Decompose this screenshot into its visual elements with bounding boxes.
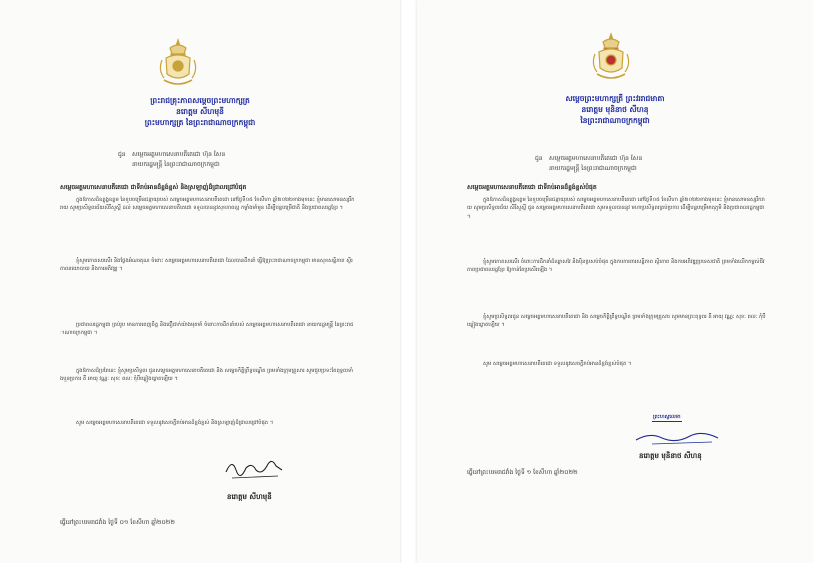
addressee-label: ជូន: [118, 151, 126, 158]
heading-line-2: នរោត្តម មុនិនាថ សីហនុ: [581, 105, 649, 114]
signature-seal-label: ព្រះហស្តលេខា: [653, 414, 681, 420]
royal-emblem-icon: [156, 38, 200, 88]
heading-line-2: នរោត្តម សីហមុនី: [176, 107, 224, 116]
letter-left: [0, 0, 400, 563]
date-line: ធ្វើនៅព្រះបរមរាជវាំង ថ្ងៃទី ០១ ខែសីហា ឆ្នាំ២០២២: [60, 519, 175, 526]
addressee-title: នាយករដ្ឋមន្ត្រី នៃព្រះរាជាណាចក្រកម្ពុជា: [549, 165, 637, 172]
body-paragraph-3: ប្រជាពលរដ្ឋកម្ពុជា គ្រប់រូប មានការពេញចិត្ត និងជឿជាក់យ៉ាងមុតមាំ ចំពោះការដឹកនាំរបស់ សម្តេចអគ្គមហាសេនាបតីតេជោ នាយករដ្ឋមន្ត្រី នៃព្រះរាជាណាចក្រកម្ពុជា ។: [60, 322, 354, 337]
addressee-block: [535, 154, 642, 174]
heading-line-1: ព្រះរាជគ្រុះភាពសម្តេចព្រះមហាក្សត្រ: [150, 96, 250, 105]
addressee-name: សម្តេចអគ្គមហាសេនាបតីតេជោ ហ៊ុន សែន: [132, 151, 226, 158]
body-paragraph-4: សូម សម្តេចអគ្គមហាសេនាបតីតេជោ ទទួលនូវសេចក្តីរាប់អានដ៏ខ្ពង់ខ្ពស់បំផុត ។: [483, 361, 632, 367]
body-paragraph-1: ក្នុងឱកាសដ៏ឧត្តុង្គឧត្តម នៃខួបចម្រើនជន្មាយុរបស់ សម្តេចអគ្គមហាសេនាបតីតេជោ នៅថ្ងៃទី០៥ ខែសីហា ឆ្នាំ២០២២ខាងមុខនេះ ខ្ញុំមានសោមនស្សរីករាយ សូមប្រសិទ្ធពរជ័យ សិរីសួស្តី ជូន សម្តេចអគ្គមហាសេនាបតីតេជោ សូមទទួលបាននូវ មហាប្រសិទ្ធពរគ្រប់ប្រការ ដើម្បីបន្តបម្រើមាតុភូមិ និងប្រជាពលរដ្ឋកម្ពុជា ។: [467, 197, 765, 220]
body-paragraph-2: ខ្ញុំសូមកោតសរសើរ ចំពោះការដឹកនាំដ៏ឈ្លាសវៃ និងប៉ិនប្រសប់បំផុត ក្នុងការការពារសន្តិភាព ស្ថិរភាព និងការអភិវឌ្ឍប្រទេសជាតិ ព្រមទាំងលើកកម្ពស់ជីវភាពប្រជាពលរដ្ឋខ្មែរ ឱ្យកាន់តែប្រសើរឡើង ។: [467, 259, 765, 274]
salutation: សម្តេចអគ្គមហាសេនាបតីតេជោ ជាទីរាប់អានដ៏ខ្ពង់ខ្ពស់បំផុត: [467, 184, 597, 191]
body-paragraph-2: ខ្ញុំសូមកោតសរសើរ និងថ្លែងអំណរគុណ ចំពោះ សម្តេចអគ្គមហាសេនាបតីតេជោ ដែលបានដឹកនាំ ធ្វើឱ្យព្រះរាជាណាចក្រកម្ពុជា មានសុខសន្តិភាព ស្ថិរភាពនយោបាយ និងការអភិវឌ្ឍ ។: [60, 258, 353, 273]
signature-icon: [222, 452, 286, 482]
letterhead: [60, 95, 340, 128]
letter-right: [417, 0, 813, 563]
royal-emblem-icon: [589, 32, 633, 82]
signature-icon: [632, 426, 722, 448]
heading-line-3: នៃព្រះរាជាណាចក្រកម្ពុជា: [580, 116, 650, 125]
addressee-title: នាយករដ្ឋមន្ត្រី នៃព្រះរាជាណាចក្រកម្ពុជា: [132, 161, 220, 168]
signer-name: នរោត្តម មុនិនាថ សីហនុ: [639, 452, 702, 460]
heading-line-1: សម្តេចព្រះមហាក្សត្រី ព្រះវររាជមាតា: [565, 94, 665, 103]
body-paragraph-5: សូម សម្តេចអគ្គមហាសេនាបតីតេជោ ទទួលនូវសេចក្តីរាប់អានដ៏ខ្ពង់ខ្ពស់ និងស្រឡាញ់ដ៏ជ្រាលជ្រៅបំផុត ។: [76, 420, 274, 426]
date-line: ធ្វើនៅព្រះបរមរាជវាំង ថ្ងៃទី ១ ខែសីហា ឆ្នាំ២០២២: [467, 469, 578, 476]
signer-name: នរោត្តម សីហមុនី: [227, 493, 272, 501]
heading-line-3: ព្រះមហាក្សត្រ នៃព្រះរាជាណាចក្រកម្ពុជា: [144, 118, 256, 127]
addressee-block: [118, 150, 225, 170]
salutation: សម្តេចអគ្គមហាសេនាបតីតេជោ ជាទីរាប់អានដ៏ខ្ពង់ខ្ពស់ និងស្រឡាញ់ដ៏ជ្រាលជ្រៅបំផុត: [60, 184, 247, 191]
body-paragraph-3: ខ្ញុំសូមប្រសិទ្ធពរជូន សម្តេចអគ្គមហាសេនាបតីតេជោ និង សម្តេចកិត្តិព្រឹទ្ធបណ្ឌិត ព្រមទាំងក្រុមគ្រួសារ សូមមានព្រះពុទ្ធពរ គឺ អាយុ វណ្ណៈ សុខៈ ពលៈ កុំបីឃ្លៀងឃ្លាតឡើយ ។: [467, 314, 766, 329]
addressee-label: ជូន: [535, 155, 543, 162]
body-paragraph-4: ក្នុងឱកាសដ៏ប្រពៃនេះ ខ្ញុំសូមប្រសិទ្ធពរ ជូនសម្តេចអគ្គមហាសេនាបតីតេជោ និង សម្តេចកិត្តិព្រឹទ្ធបណ្ឌិត ព្រមទាំងក្រុមគ្រួសារ សូមជួបប្រទះតែពុទ្ធពរទាំងបួនប្រការ គឺ អាយុ វណ្ណៈ សុខៈ ពលៈ កុំបីឃ្លៀងឃ្លាតឡើយ ។: [60, 368, 353, 383]
letterhead: [475, 93, 755, 126]
addressee-name: សម្តេចអគ្គមហាសេនាបតីតេជោ ហ៊ុន សែន: [549, 155, 643, 162]
body-paragraph-1: ក្នុងឱកាសដ៏ឧត្តុង្គឧត្តម នៃខួបចម្រើនជន្មាយុរបស់ សម្តេចអគ្គមហាសេនាបតីតេជោ នៅថ្ងៃទី០៥ ខែសីហា ឆ្នាំ២០២២ខាងមុខនេះ ខ្ញុំមានសោមនស្សរីករាយ សូមប្រសិទ្ធពរជ័យសិរីសួស្តី ដល់ សម្តេចអគ្គមហាសេនាបតីតេជោ ទទួលបាននូវសុខភាពល្អ កម្លាំងមាំមួន ដើម្បីបន្តបម្រើជាតិ និងប្រជាពលរដ្ឋខ្មែរ ។: [60, 197, 355, 212]
